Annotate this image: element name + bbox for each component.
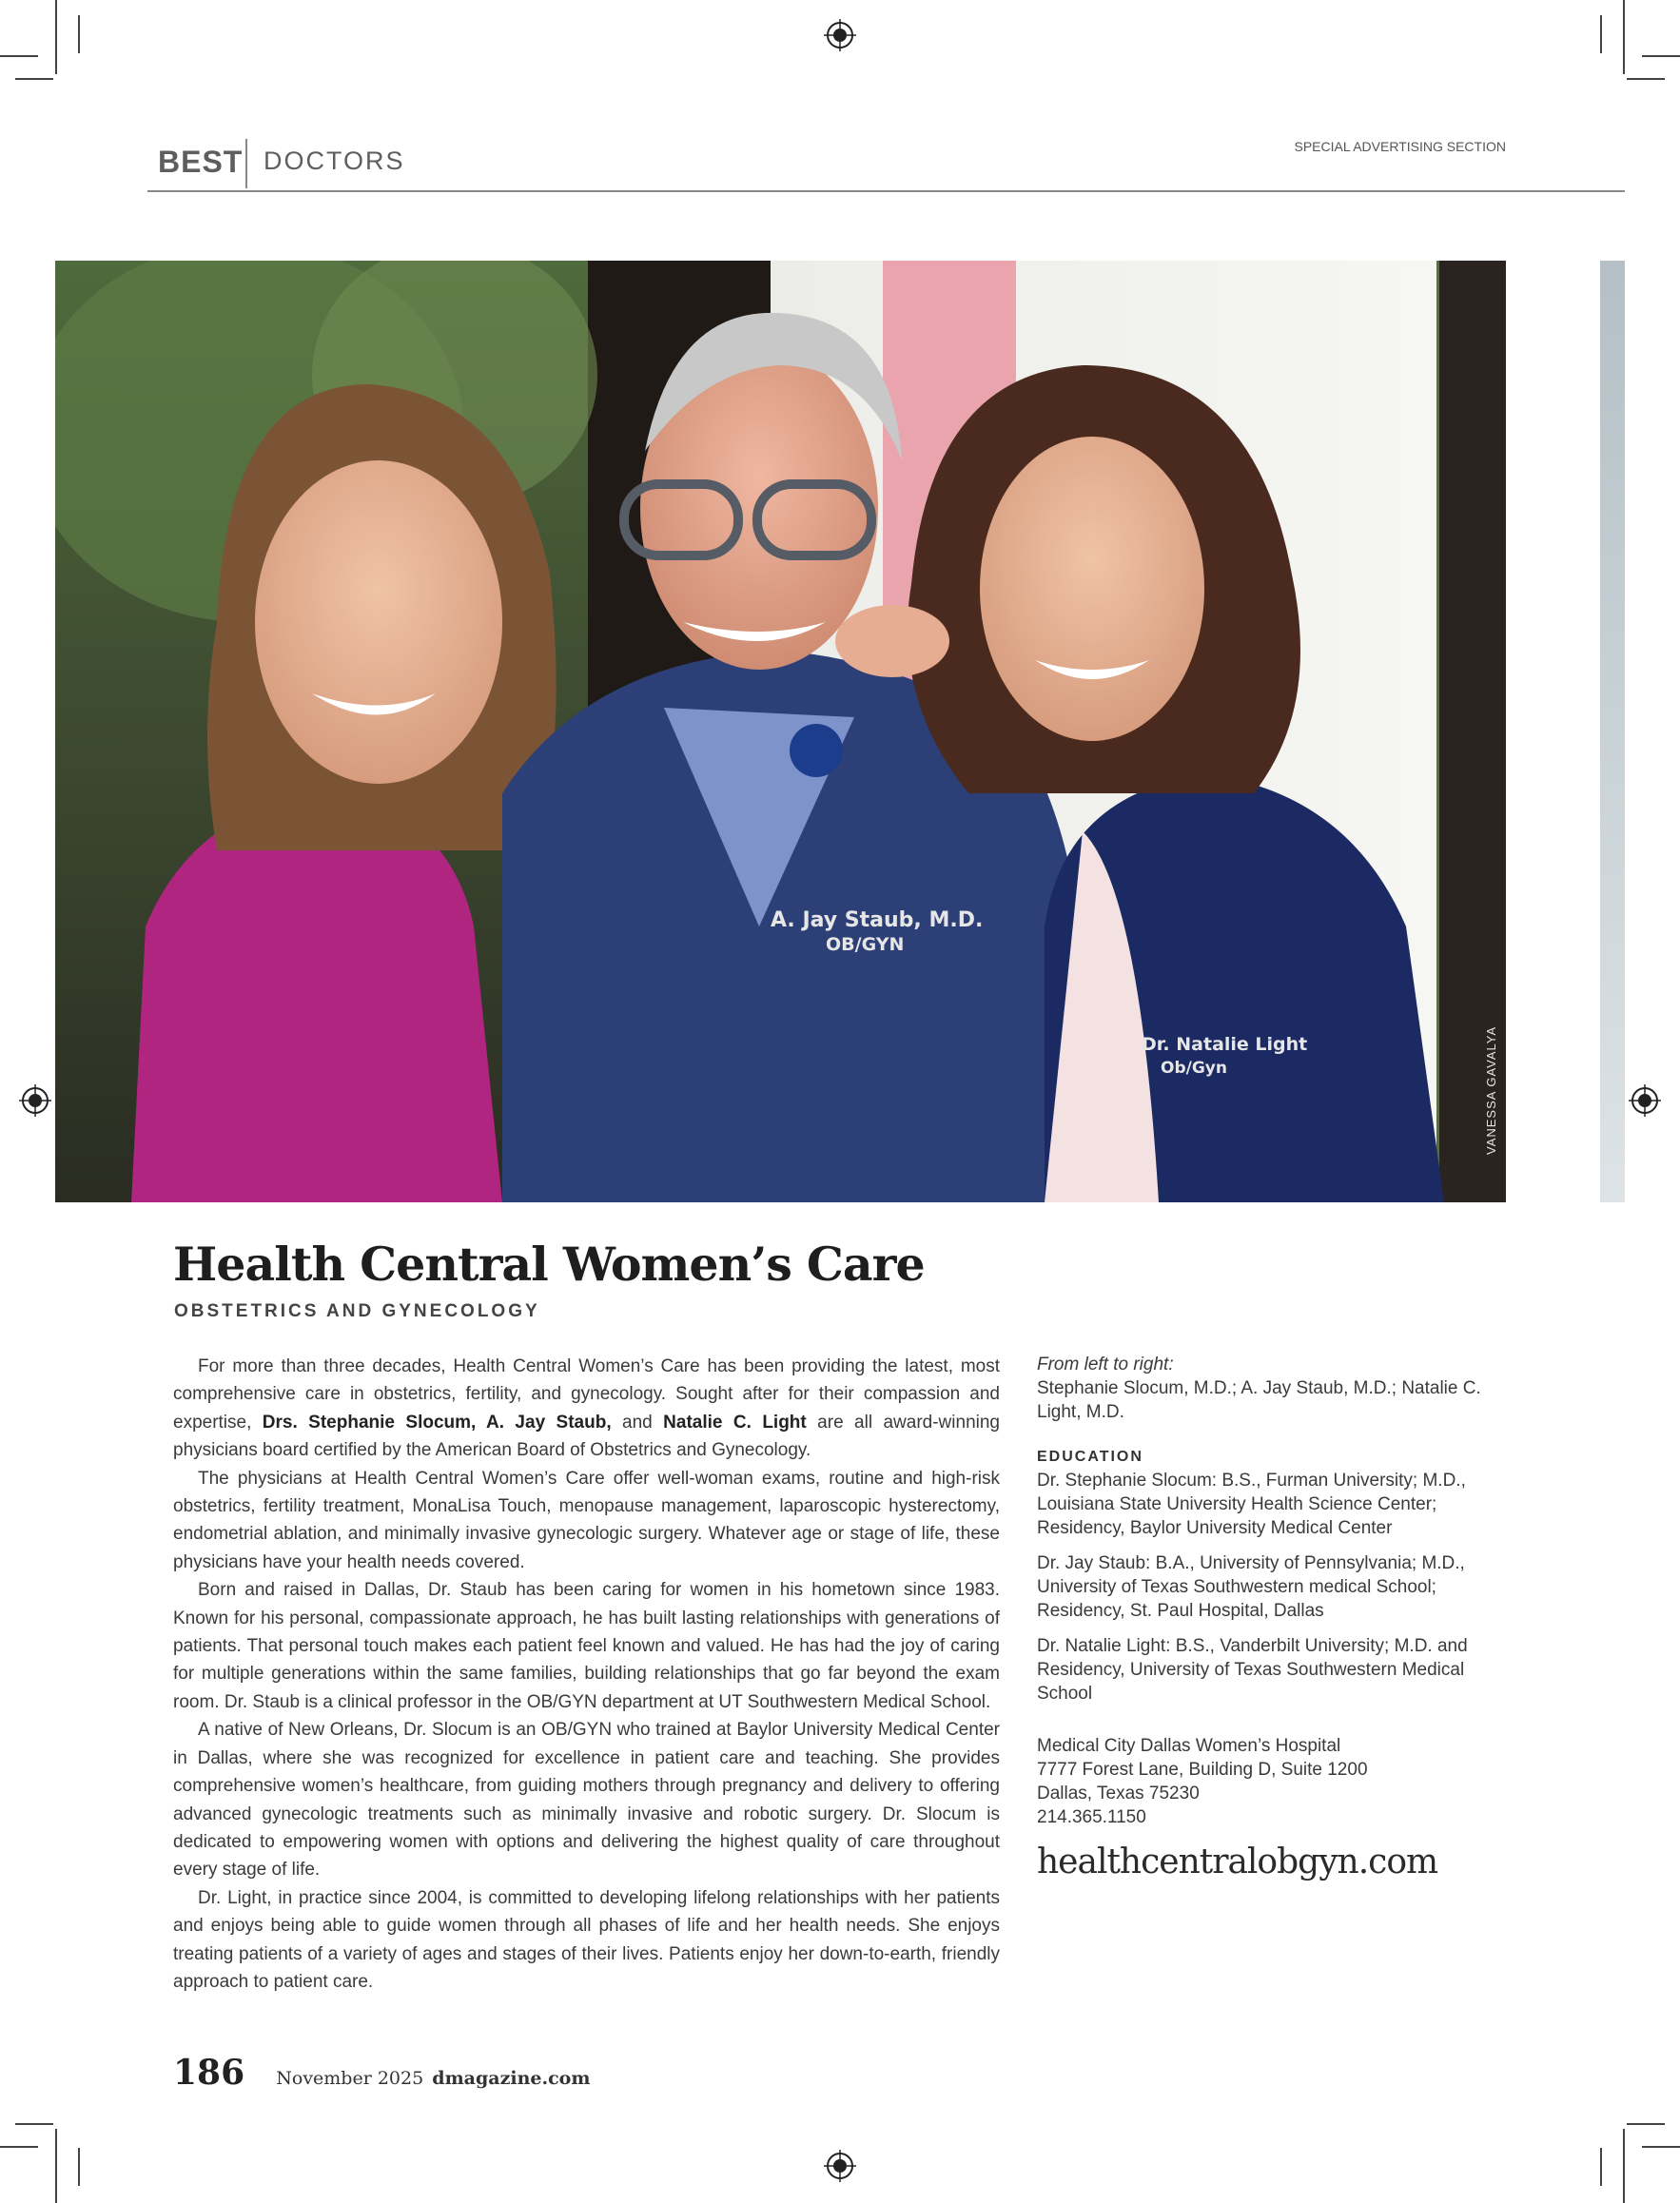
registration-mark-icon [19, 1084, 51, 1117]
header-divider [245, 139, 247, 188]
doctors-photo-illustration [55, 261, 1506, 1202]
crop-mark [0, 55, 38, 57]
crop-mark [1627, 2123, 1665, 2125]
education-entry: Dr. Stephanie Slocum: B.S., Furman University; M.D., Louisiana State University Health Science Center; Residency, Baylor University Medical Center [1037, 1471, 1466, 1538]
paragraph: Dr. Light, in practice since 2004, is committed to developing lifelong relationships with her patients and enjoys being able to guide women through all phases of life and her health needs. She enjoys treating patients of a variety of ages and stages of their lives. Patients enjoy her down-to-earth, friendly approach to patient care. [173, 1887, 1000, 1992]
crop-mark [55, 0, 57, 74]
photo-credit: VANESSA GAVALYA [1484, 1025, 1498, 1155]
coat-left-name: A. Jay Staub, M.D. [771, 908, 984, 932]
doctor-names: Natalie C. Light [663, 1412, 807, 1433]
coat-left-dept: OB/GYN [826, 934, 905, 955]
article-body [173, 1353, 1000, 1996]
crop-mark [78, 2148, 80, 2186]
section-doctors: DOCTORS [264, 146, 405, 175]
issue-date: November 2025 [276, 2068, 424, 2089]
phone-number: 214.365.1150 [1037, 1807, 1146, 1827]
crop-mark [78, 15, 80, 53]
doctor-names: Drs. Stephanie Slocum, A. Jay Staub, [262, 1412, 612, 1433]
crop-mark [1627, 78, 1665, 80]
registration-mark-icon [1629, 1084, 1661, 1117]
crop-mark [1642, 2146, 1680, 2148]
sidebar [1037, 1353, 1513, 1881]
coat-right-dept: Ob/Gyn [1161, 1059, 1227, 1078]
education-entry: Dr. Natalie Light: B.S., Vanderbilt University; M.D. and Residency, University of Texas Southwestern Medical School [1037, 1636, 1468, 1704]
registration-mark-icon [824, 2150, 856, 2182]
magazine-site: dmagazine.com [432, 2068, 591, 2089]
caption-label: From left to right: [1037, 1355, 1174, 1374]
caption-names: Stephanie Slocum, M.D.; A. Jay Staub, M.D.; Natalie C. Light, M.D. [1037, 1378, 1481, 1422]
crop-mark [55, 2129, 57, 2203]
crop-mark [1623, 0, 1625, 74]
paragraph: A native of New Orleans, Dr. Slocum is an OB/GYN who trained at Baylor University Medical Center in Dallas, where she was recognized for excellence in patient care and teaching. She provides comprehensive women’s healthcare, from guiding mothers through pregnancy and delivery to offering advanced gynecologic treatments such as minimally invasive and robotic surgery. Dr. Slocum is dedicated to empowering women with options and delivering the highest quality of care throughout every stage of life. [173, 1720, 1000, 1881]
paragraph: Born and raised in Dallas, Dr. Staub has been caring for women in his hometown since 1983. Known for his personal, compassionate approach, he has built lasting relationships with generations of patients. That personal touch makes each patient feel known and valued. He has had the joy of caring for multiple generations within the same families, building relationships that go far beyond the exam room. Dr. Staub is a clinical professor in the OB/GYN department at UT Southwestern Medical School. [173, 1580, 1000, 1712]
paragraph: For more than three decades, Health Central Women’s Care has been providing the latest, most comprehensive care in obstetrics, fertility, and gynecology. Sought after for their compassion and expertise, Drs. Stephanie Slocum, A. Jay Staub, and Natalie C. Light are all award-winning physicians board certified by the American Board of Obstetrics and Gynecology. [173, 1356, 1000, 1461]
page-number: 186 [173, 2053, 245, 2093]
crop-mark [15, 2123, 53, 2125]
crop-mark [1623, 2129, 1625, 2203]
education-entry: Dr. Jay Staub: B.A., University of Pennsylvania; M.D., University of Texas Southwestern medical School; Residency, St. Paul Hospital, Dallas [1037, 1553, 1465, 1621]
adjacent-page-strip [1600, 261, 1625, 1202]
address [1037, 1734, 1513, 1829]
address-line: Dallas, Texas 75230 [1037, 1784, 1200, 1803]
advertising-label: SPECIAL ADVERTISING SECTION [1294, 139, 1506, 154]
education-heading: EDUCATION [1037, 1449, 1143, 1465]
page-footer [173, 2053, 590, 2093]
article-subtitle: OBSTETRICS AND GYNECOLOGY [174, 1301, 540, 1321]
crop-mark [0, 2146, 38, 2148]
crop-mark [15, 78, 53, 80]
article-title: Health Central Women’s Care [173, 1237, 925, 1292]
crop-mark [1600, 15, 1602, 53]
brand-best: BEST [158, 145, 244, 179]
crop-mark [1642, 55, 1680, 57]
crop-mark [1600, 2148, 1602, 2186]
address-line: 7777 Forest Lane, Building D, Suite 1200 [1037, 1760, 1368, 1780]
address-line: Medical City Dallas Women’s Hospital [1037, 1736, 1341, 1756]
paragraph: The physicians at Health Central Women’s Care offer well-woman exams, routine and high-risk obstetrics, fertility treatment, MonaLisa Touch, menopause management, laparoscopic hysterectomy, endometrial ablation, and minimally invasive gynecologic surgery. Whatever age or stage of life, these physicians have your health needs covered. [173, 1468, 1000, 1572]
coat-right-name: Dr. Natalie Light [1142, 1034, 1308, 1055]
doctors-photo [55, 261, 1506, 1202]
section-header [147, 133, 1625, 192]
registration-mark-icon [824, 19, 856, 51]
website-link[interactable]: healthcentralobgyn.com [1037, 1842, 1438, 1881]
